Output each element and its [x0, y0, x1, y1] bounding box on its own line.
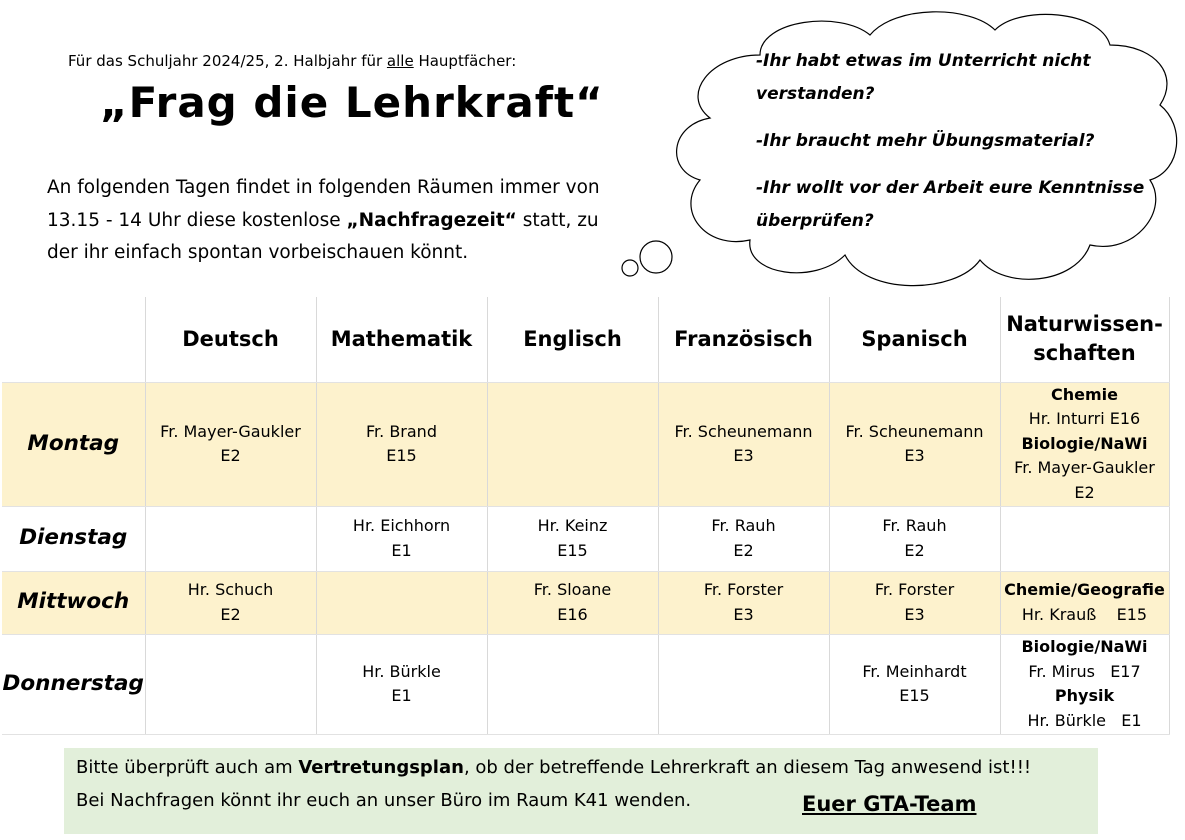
- subject-header-naturwissenschaften-text: Naturwissen-schaften: [1006, 312, 1163, 366]
- room-label: E15: [386, 446, 417, 465]
- teacher-name: Hr. Eichhorn: [352, 516, 451, 535]
- thought-cloud-text: [756, 45, 1156, 238]
- subject-header-englisch: Englisch: [487, 297, 658, 382]
- footer-line-2: Bei Nachfragen könnt ihr euch an unser Büro im Raum K41 wenden.: [76, 790, 692, 811]
- science-subject-label: Biologie/NaWi: [1021, 637, 1148, 656]
- school-year-intro: [68, 52, 588, 70]
- science-entry: Hr. Bürkle E1: [1027, 710, 1142, 730]
- teacher-name: Fr. Rauh: [882, 516, 947, 535]
- room-label: E2: [904, 540, 925, 560]
- description-text-before: An folgenden Tagen findet in folgenden Räumen immer von 13.15 - 14 Uhr diese kostenlose: [47, 177, 600, 231]
- subject-header-naturwissenschaften: [1000, 297, 1169, 382]
- science-subject-label: Biologie/NaWi: [1021, 433, 1148, 453]
- science-entry: Hr. Inturri E16: [1028, 409, 1141, 429]
- day-label-dienstag: Dienstag: [2, 506, 145, 571]
- science-subject-label: Physik: [1054, 686, 1115, 705]
- slot-cell-empty: [145, 634, 316, 734]
- footer-line-1: [76, 757, 1031, 778]
- footer-note: [64, 748, 1098, 834]
- subject-header-spanisch: Spanisch: [829, 297, 1000, 382]
- intro-underlined-word: alle: [386, 52, 414, 70]
- footer-text-before: Bitte überprüft auch am: [76, 757, 299, 778]
- thought-bubble-medium: [640, 241, 672, 273]
- cloud-question-1: -Ihr habt etwas im Unterricht nicht verstanden?: [756, 51, 1091, 104]
- teacher-name: Fr. Meinhardt: [862, 661, 967, 681]
- slot-cell: [487, 571, 658, 634]
- cloud-question-2: -Ihr braucht mehr Übungsmaterial?: [756, 131, 1095, 151]
- room-label: E3: [733, 446, 754, 465]
- description-bold-term: „Nachfragezeit“: [346, 209, 517, 231]
- day-label-mittwoch: Mittwoch: [2, 571, 145, 634]
- teacher-name: Hr. Schuch: [187, 580, 274, 599]
- subject-header-franzoesisch: Französisch: [658, 297, 829, 382]
- slot-cell-empty: [316, 571, 487, 634]
- schedule-table: [2, 297, 1170, 735]
- thought-bubble-small: [622, 260, 638, 276]
- room-label: E15: [557, 540, 588, 560]
- teacher-name: Hr. Bürkle: [362, 661, 441, 681]
- slot-cell: [658, 571, 829, 634]
- page-title: „Frag die Lehrkraft“: [100, 78, 604, 127]
- table-header-row: [2, 297, 1169, 382]
- teacher-name: Fr. Scheunemann: [845, 421, 984, 441]
- slot-cell: [829, 382, 1000, 506]
- subject-header-deutsch: Deutsch: [145, 297, 316, 382]
- slot-cell-empty: [487, 382, 658, 506]
- day-label-montag: Montag: [2, 382, 145, 506]
- intro-text-before: Für das Schuljahr 2024/25, 2. Halbjahr für: [68, 52, 387, 70]
- slot-cell: [316, 634, 487, 734]
- science-entry: Hr. Krauß E15: [1021, 604, 1148, 624]
- science-entry: Fr. Mirus E17: [1028, 661, 1141, 681]
- teacher-name: Hr. Keinz: [537, 516, 608, 535]
- slot-cell-empty: [658, 634, 829, 734]
- science-cell: [1000, 571, 1169, 634]
- slot-cell: [829, 634, 1000, 734]
- room-label: E3: [733, 604, 754, 624]
- teacher-name: Fr. Sloane: [533, 580, 612, 599]
- science-entry: Fr. Mayer-Gaukler: [1014, 458, 1155, 478]
- room-label: E2: [220, 446, 241, 465]
- description-text-after: statt, zu der ihr einfach spontan vorbeischauen könnt.: [47, 209, 599, 263]
- slot-cell: [487, 506, 658, 571]
- table-corner-cell: [2, 297, 145, 382]
- subject-header-mathematik: Mathematik: [316, 297, 487, 382]
- teacher-name: Fr. Forster: [703, 580, 784, 599]
- room-label: E2: [1074, 482, 1095, 502]
- description-paragraph: [47, 172, 622, 270]
- teacher-name: Fr. Brand: [366, 421, 437, 441]
- room-label: E15: [899, 686, 930, 705]
- footer-signature: Euer GTA-Team: [802, 792, 977, 816]
- slot-cell: [658, 506, 829, 571]
- science-cell: [1000, 634, 1169, 734]
- room-label: E3: [904, 446, 925, 465]
- slot-cell: [316, 506, 487, 571]
- science-subject-label: Chemie: [1051, 384, 1118, 404]
- room-label: E2: [733, 540, 754, 560]
- cloud-question-3: -Ihr wollt vor der Arbeit eure Kenntnisse überprüfen?: [756, 178, 1145, 231]
- day-label-donnerstag: Donnerstag: [2, 634, 145, 734]
- slot-cell-empty: [145, 506, 316, 571]
- science-cell-empty: [1000, 506, 1169, 571]
- room-label: E2: [220, 604, 241, 624]
- slot-cell: [829, 571, 1000, 634]
- slot-cell: [658, 382, 829, 506]
- footer-text-after: , ob der betreffende Lehrerkraft an diesem Tag anwesend ist!!!: [463, 757, 1032, 778]
- table-row-mittwoch: [2, 571, 1169, 634]
- teacher-name: Fr. Mayer-Gaukler: [160, 421, 301, 441]
- slot-cell: [145, 571, 316, 634]
- teacher-name: Fr. Scheunemann: [674, 421, 813, 441]
- slot-cell: [829, 506, 1000, 571]
- intro-text-after: Hauptfächer:: [413, 52, 517, 70]
- teacher-name: Fr. Rauh: [711, 516, 776, 535]
- science-cell: [1000, 382, 1169, 506]
- table-row-dienstag: [2, 506, 1169, 571]
- room-label: E1: [391, 686, 412, 705]
- table-row-donnerstag: [2, 634, 1169, 734]
- slot-cell: [316, 382, 487, 506]
- footer-bold-term: Vertretungsplan: [298, 757, 464, 778]
- teacher-name: Fr. Forster: [874, 580, 955, 599]
- slot-cell-empty: [487, 634, 658, 734]
- table-row-montag: [2, 382, 1169, 506]
- room-label: E16: [557, 604, 588, 624]
- slot-cell: [145, 382, 316, 506]
- room-label: E1: [391, 540, 412, 560]
- science-subject-label: Chemie/Geografie: [1004, 580, 1165, 599]
- room-label: E3: [904, 604, 925, 624]
